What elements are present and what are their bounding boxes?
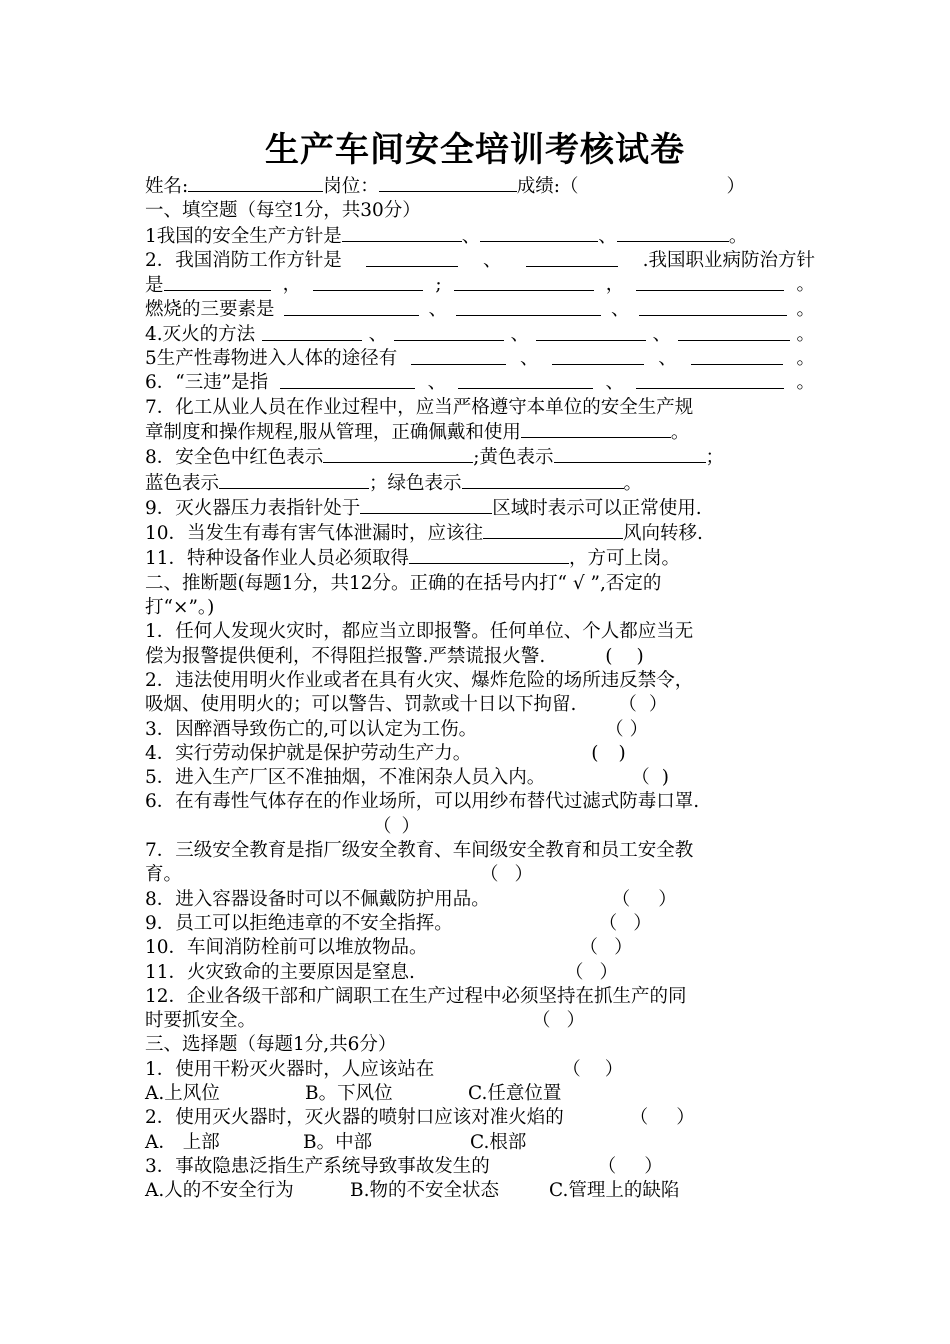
s1-q5	[145, 347, 815, 371]
s1-q4-sep1: 、	[368, 323, 388, 345]
s1-q6-sep1: 、	[427, 372, 447, 394]
s2-q9-text: 9．员工可以拒绝违章的不安全指挥。	[145, 912, 453, 934]
s1-q4	[145, 323, 815, 347]
s1-q3-end: 。	[796, 299, 815, 321]
s1-q1-sep1: 、	[461, 225, 481, 247]
s2-q5-text: 5．进入生产厂区不准抽烟，不准闲杂人员入内。	[145, 767, 546, 789]
s1-q10-text-b: 风向转移.	[623, 523, 703, 545]
s2-q2-line2	[145, 693, 815, 717]
s1-q10	[145, 521, 815, 546]
s2-q2-text: 吸烟、使用明火的；可以警告、罚款或十日以下拘留.	[145, 694, 577, 716]
s2-q12-line2	[145, 1009, 815, 1033]
s1-q8-blank4[interactable]	[462, 471, 624, 489]
s1-q2-text-b: .我国职业病防治方针	[642, 249, 815, 271]
s3-q2	[145, 1106, 815, 1130]
s1-q7-end: 。	[670, 421, 690, 443]
score-label: 成绩:（	[516, 176, 579, 197]
exam-page	[145, 130, 815, 1203]
s1-q3-blank3[interactable]	[639, 298, 787, 316]
s3-q3	[145, 1155, 815, 1179]
s1-q8-text-b: ;黄色表示	[473, 447, 554, 469]
s1-q8-end: 。	[623, 472, 643, 494]
s1-q8-text-d: ；绿色表示	[369, 472, 462, 494]
s1-q2-blank4[interactable]	[313, 273, 423, 291]
s1-q2-sep2: ，	[282, 274, 302, 296]
s1-q10-text-a: 10．当发生有毒有害气体泄漏时，应该往	[145, 523, 484, 545]
s2-q6-answer-line	[145, 815, 815, 839]
s3-q2-options	[145, 1131, 815, 1155]
s3-q3-text: 3．事故隐患泛指生产系统导致事故发生的	[145, 1155, 490, 1177]
s1-q5-end: 。	[796, 348, 815, 370]
s1-q4-end: 。	[796, 323, 815, 345]
s1-q4-sep2: 、	[510, 323, 530, 345]
s1-q6-text: 6．“三违”是指	[145, 372, 269, 394]
s1-q5-blank3[interactable]	[691, 347, 783, 365]
s2-q4	[145, 742, 815, 766]
page-title: 生产车间安全培训考核试卷	[265, 130, 685, 170]
section2-heading-line1: 二、推断题(每题1分，共12分。正确的在括号内打“ √ ”,否定的	[145, 572, 662, 594]
s3-q1-options	[145, 1082, 815, 1106]
s1-q1	[145, 224, 815, 249]
s1-q2-line1	[145, 249, 815, 273]
s2-q9-answer[interactable]: （ ）	[598, 912, 652, 934]
s1-q5-blank2[interactable]	[552, 347, 644, 365]
s1-q4-blank2[interactable]	[394, 323, 504, 341]
s1-q4-blank4[interactable]	[678, 323, 790, 341]
s2-q10-answer[interactable]: （ ）	[579, 937, 633, 959]
s1-q8-line2	[145, 471, 815, 496]
s3-q3-options	[145, 1179, 815, 1203]
s1-q6-end: 。	[796, 372, 815, 394]
s2-q12-line1: 12．企业各级干部和广阔职工在生产过程中必须坚持在抓生产的同	[145, 985, 687, 1007]
s1-q9	[145, 496, 815, 521]
s1-q6-blank2[interactable]	[458, 371, 593, 389]
s3-q2-answer[interactable]: （ ）	[629, 1107, 695, 1129]
s1-q3	[145, 298, 815, 322]
s1-q8-line1	[145, 445, 815, 470]
s1-q5-sep1: 、	[520, 348, 539, 370]
score-close: ）	[726, 176, 745, 197]
s2-q11-answer[interactable]: （ ）	[564, 961, 618, 983]
s3-q1-option-b[interactable]: B。下风位	[305, 1082, 393, 1104]
s1-q11-blank[interactable]	[409, 546, 569, 564]
s1-q6-blank1[interactable]	[280, 371, 415, 389]
s1-q1-blank2[interactable]	[480, 224, 598, 242]
s1-q2-end: 。	[796, 274, 815, 296]
section2-heading-line2: 打“×”。)	[145, 597, 215, 619]
s1-q2-blank6[interactable]	[636, 273, 784, 291]
s3-q2-option-b[interactable]: B。中部	[303, 1131, 373, 1153]
s1-q8-blank3[interactable]	[219, 471, 369, 489]
s2-q10	[145, 936, 815, 960]
s2-q8-answer[interactable]: （ ）	[611, 888, 677, 910]
s3-q3-option-b[interactable]: B.物的不安全状态	[350, 1180, 499, 1202]
s2-q3-text: 3．因醉酒导致伤亡的,可以认定为工伤。	[145, 718, 478, 740]
s1-q7-blank[interactable]	[521, 420, 671, 438]
s1-q8-blank1[interactable]	[323, 445, 473, 463]
s1-q11	[145, 546, 815, 571]
s1-q4-text: 4.灭火的方法	[145, 323, 256, 345]
s1-q2-sep4: ，	[605, 274, 625, 296]
s1-q10-blank[interactable]	[483, 521, 623, 539]
s1-q2-sep: 、	[482, 249, 502, 271]
s3-q3-option-a[interactable]: A.人的不安全行为	[145, 1180, 294, 1202]
s1-q3-sep2: 、	[610, 299, 630, 321]
s2-q4-answer[interactable]: ( )	[591, 742, 626, 764]
s2-q6: 6．在有毒性气体存在的作业场所，可以用纱布替代过滤式防毒口罩.	[145, 791, 700, 813]
s1-q4-blank1[interactable]	[262, 323, 362, 341]
s2-q1-answer[interactable]: ( )	[605, 645, 644, 667]
s2-q6-answer[interactable]: （ ）	[373, 815, 421, 837]
s1-q8-text-c: 蓝色表示	[145, 472, 220, 494]
s2-q2-line1: 2．违法使用明火作业或者在具有火灾、爆炸危险的场所违反禁令，	[145, 669, 694, 691]
s2-q2-answer[interactable]: （ ）	[618, 694, 668, 716]
s1-q8-blank2[interactable]	[554, 445, 706, 463]
s1-q8-sep: ；	[705, 447, 725, 469]
s1-q1-blank3[interactable]	[617, 224, 729, 242]
s2-q11	[145, 961, 815, 985]
s1-q7-line1: 7．化工从业人员在作业过程中，应当严格遵守本单位的安全生产规	[145, 396, 694, 418]
name-blank[interactable]	[188, 174, 323, 192]
s1-q1-end: 。	[728, 225, 748, 247]
s1-q8-text-a: 8．安全色中红色表示	[145, 447, 324, 469]
s1-q4-blank3[interactable]	[536, 323, 646, 341]
s1-q2-blank5[interactable]	[454, 273, 594, 291]
s1-q2-line2	[145, 273, 815, 298]
s1-q2-blank2[interactable]	[526, 249, 618, 267]
s2-q8	[145, 888, 815, 912]
s1-q7-line2	[145, 420, 815, 445]
s1-q6	[145, 371, 815, 395]
s1-q3-blank2[interactable]	[456, 298, 601, 316]
s1-q1-blank1[interactable]	[342, 224, 462, 242]
s2-q3	[145, 718, 815, 742]
s1-q9-blank[interactable]	[360, 496, 492, 514]
s2-q4-text: 4．实行劳动保护就是保护劳动生产力。	[145, 742, 472, 764]
s3-q1-option-c[interactable]: C.任意位置	[468, 1082, 562, 1104]
s1-q3-blank1[interactable]	[284, 298, 419, 316]
s3-q3-answer[interactable]: （ ）	[597, 1155, 663, 1177]
s2-q3-answer[interactable]: （ ）	[605, 718, 649, 740]
s1-q11-text-b: ，方可上岗。	[569, 548, 681, 570]
s1-q2-blank3[interactable]	[164, 273, 271, 291]
s1-q3-sep1: 、	[428, 299, 447, 321]
s2-q8-text: 8．进入容器设备时可以不佩戴防护用品。	[145, 888, 490, 910]
s3-q1-option-a[interactable]: A.上风位	[145, 1082, 220, 1104]
s1-q2-text-a: 2．我国消防工作方针是	[145, 249, 342, 271]
s3-q2-text: 2．使用灭火器时，灭火器的喷射口应该对准火焰的	[145, 1107, 564, 1129]
s2-q7-line1: 7．三级安全教育是指厂级安全教育、车间级安全教育和员工安全教	[145, 840, 694, 862]
post-blank[interactable]	[379, 174, 517, 192]
section1-heading: 一、填空题（每空1分，共30分）	[145, 200, 421, 222]
s2-q5	[145, 766, 815, 790]
s3-q2-option-c[interactable]: C.根部	[470, 1131, 527, 1153]
s3-q3-option-c[interactable]: C.管理上的缺陷	[549, 1180, 680, 1202]
s1-q7-text: 章制度和操作规程,服从管理，正确佩戴和使用	[145, 421, 521, 443]
s2-q1-line2	[145, 645, 815, 669]
header-fields	[145, 174, 815, 199]
s1-q1-sep2: 、	[598, 225, 617, 247]
s1-q5-sep2: 、	[658, 348, 677, 370]
s1-q2-sep3: ;	[435, 274, 442, 296]
s2-q12-answer[interactable]: （ ）	[532, 1010, 586, 1032]
s2-q1-text: 偿为报警提供便利，不得阻拦报警.严禁谎报火警.	[145, 645, 546, 667]
s3-q1-text: 1．使用干粉灭火器时，人应该站在	[145, 1058, 435, 1080]
s1-q5-blank1[interactable]	[411, 347, 506, 365]
s2-q1-line1: 1．任何人发现火灾时，都应当立即报警。任何单位、个人都应当无	[145, 621, 694, 643]
s2-q11-text: 11．火灾致命的主要原因是窒息.	[145, 961, 415, 983]
s2-q7-line2	[145, 863, 815, 887]
s1-q2-blank1[interactable]	[366, 249, 458, 267]
s1-q6-blank3[interactable]	[636, 371, 784, 389]
s2-q7-text: 育。	[145, 864, 183, 886]
s2-q5-answer[interactable]: （ )	[631, 767, 670, 789]
name-label: 姓名:	[145, 176, 189, 197]
s1-q5-text: 5生产性毒物进入人体的途径有	[145, 348, 398, 370]
s1-q1-text: 1我国的安全生产方针是	[145, 225, 342, 247]
s1-q6-sep2: 、	[605, 372, 625, 394]
s3-q2-option-a[interactable]: A． 上部	[145, 1131, 220, 1153]
s1-q11-text-a: 11．特种设备作业人员必须取得	[145, 548, 410, 570]
s1-q9-text-a: 9．灭火器压力表指针处于	[145, 497, 361, 519]
s2-q7-answer[interactable]: （ ）	[480, 864, 534, 886]
s1-q4-sep3: 、	[652, 323, 672, 345]
s3-q1	[145, 1058, 815, 1082]
s1-q2-text-c: 是	[145, 275, 164, 297]
s1-q3-text: 燃烧的三要素是	[145, 299, 275, 321]
s2-q12-text: 时要抓安全。	[145, 1010, 257, 1032]
s2-q10-text: 10．车间消防栓前可以堆放物品。	[145, 937, 428, 959]
post-label: 岗位：	[323, 176, 379, 197]
s3-q1-answer[interactable]: （ ）	[562, 1058, 624, 1080]
section3-heading: 三、选择题（每题1分,共6分）	[145, 1034, 397, 1056]
s2-q9	[145, 912, 815, 936]
s1-q9-text-b: 区域时表示可以正常使用.	[492, 497, 702, 519]
